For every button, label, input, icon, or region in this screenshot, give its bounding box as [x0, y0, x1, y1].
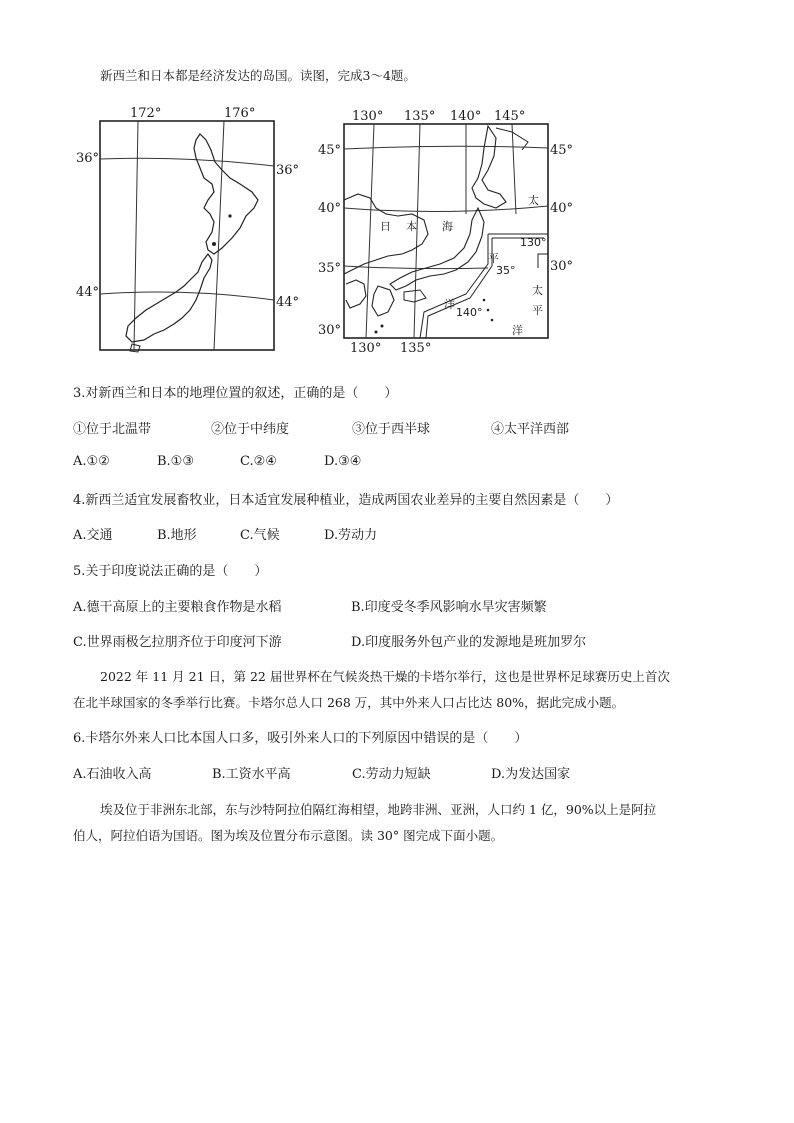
jp-lon-130-bottom: 130°: [350, 341, 382, 356]
q3-stem: 3.对新西兰和日本的地理位置的叙述，正确的是（ ）: [73, 386, 398, 401]
q3-item-3: ③位于西半球: [352, 422, 431, 437]
nz-lat-44-left: 44°: [76, 285, 100, 300]
jp-inset-140: 140°: [456, 306, 483, 319]
jp-inset-130: 130°: [520, 236, 547, 249]
jp-lat-45-right: 45°: [550, 143, 574, 158]
jp-ocean-right-char-1: 太: [532, 284, 543, 297]
jp-inset-35: 35°: [496, 264, 516, 277]
jp-lon-145-top: 145°: [494, 109, 526, 124]
q5-option-c[interactable]: C.世界雨极乞拉朋齐位于印度河下游: [73, 635, 282, 650]
q6-option-c[interactable]: C.劳动力短缺: [352, 767, 431, 782]
qatar-paragraph-line-1: 2022 年 11 月 21 日，第 22 届世界杯在气候炎热干燥的卡塔尔举行，这也是世界杯足球赛历史上首次: [100, 669, 670, 684]
q3-option-d[interactable]: D.③④: [324, 454, 362, 469]
q6-option-b[interactable]: B.工资水平高: [212, 767, 291, 782]
q6-stem: 6.卡塔尔外来人口比本国人口多，吸引外来人口的下列原因中错误的是（ ）: [73, 731, 528, 746]
intro-q34: 新西兰和日本都是经济发达的岛国。读图，完成3～4题。: [100, 68, 416, 83]
q6-option-a[interactable]: A.石油收入高: [73, 767, 152, 782]
jp-lat-40-right: 40°: [550, 201, 574, 216]
q5-option-a[interactable]: A.德干高原上的主要粮食作物是水稻: [73, 600, 282, 615]
q3-option-b[interactable]: B.①③: [157, 454, 194, 469]
jp-ocean-char-3: 洋: [444, 298, 455, 311]
q5-option-b[interactable]: B.印度受冬季风影响水旱灾害频繁: [351, 600, 547, 615]
jp-lon-140-top: 140°: [450, 109, 482, 124]
q3-item-2: ②位于中纬度: [211, 422, 290, 437]
egypt-paragraph-line-1: 埃及位于非洲东北部，东与沙特阿拉伯隔红海相望，地跨非洲、亚洲，人口约 1 亿，90%以上是阿拉: [100, 802, 657, 817]
qatar-paragraph-line-2: 在北半球国家的冬季举行比赛。卡塔尔总人口 268 万，其中外来人口占比达 80%，据此完成小题。: [73, 695, 625, 710]
q5-stem: 5.关于印度说法正确的是（ ）: [73, 564, 268, 579]
q3-option-c[interactable]: C.②④: [240, 454, 277, 469]
jp-ocean-right-char-3: 洋: [512, 324, 523, 337]
jp-sea-char-1: 日: [380, 220, 391, 233]
q4-stem: 4.新西兰适宜发展畜牧业，日本适宜发展种植业，造成两国农业差异的主要自然因素是（ ）: [73, 493, 619, 508]
nz-lat-44-right: 44°: [276, 295, 300, 310]
jp-sea-char-2: 本: [406, 220, 417, 233]
jp-ocean-char-1: 太: [528, 194, 539, 207]
jp-lat-30-left: 30°: [318, 323, 342, 338]
japan-map: [316, 104, 582, 356]
q5-option-d[interactable]: D.印度服务外包产业的发源地是班加罗尔: [351, 635, 587, 650]
jp-lon-130-top: 130°: [352, 109, 384, 124]
q4-option-a[interactable]: A.交通: [73, 528, 113, 543]
q6-option-d[interactable]: D.为发达国家: [491, 767, 571, 782]
jp-lat-35-left: 35°: [318, 261, 342, 276]
egypt-paragraph-line-2: 伯人，阿拉伯语为国语。图为埃及位置分布示意图。读 30° 图完成下面小题。: [73, 828, 504, 843]
nz-lat-36-left: 36°: [76, 151, 100, 166]
nz-lat-36-right: 36°: [276, 163, 300, 178]
jp-ocean-right-char-2: 平: [532, 304, 543, 317]
q3-item-1: ①位于北温带: [73, 422, 152, 437]
jp-ocean-char-2: 平: [488, 252, 499, 265]
q4-option-c[interactable]: C.气候: [240, 528, 280, 543]
nz-lon-172: 172°: [130, 106, 162, 121]
jp-lat-45-left: 45°: [318, 143, 342, 158]
jp-lat-40-left: 40°: [318, 201, 342, 216]
jp-lat-30-right: 30°: [550, 259, 574, 274]
nz-lon-176: 176°: [224, 106, 256, 121]
q3-option-a[interactable]: A.①②: [73, 454, 110, 469]
jp-sea-char-3: 海: [442, 220, 453, 233]
q4-option-b[interactable]: B.地形: [157, 528, 197, 543]
new-zealand-map: [72, 104, 304, 356]
jp-lon-135-bottom: 135°: [400, 341, 432, 356]
jp-lon-135-top: 135°: [404, 109, 436, 124]
q4-option-d[interactable]: D.劳动力: [324, 528, 378, 543]
q3-item-4: ④太平洋西部: [491, 422, 570, 437]
